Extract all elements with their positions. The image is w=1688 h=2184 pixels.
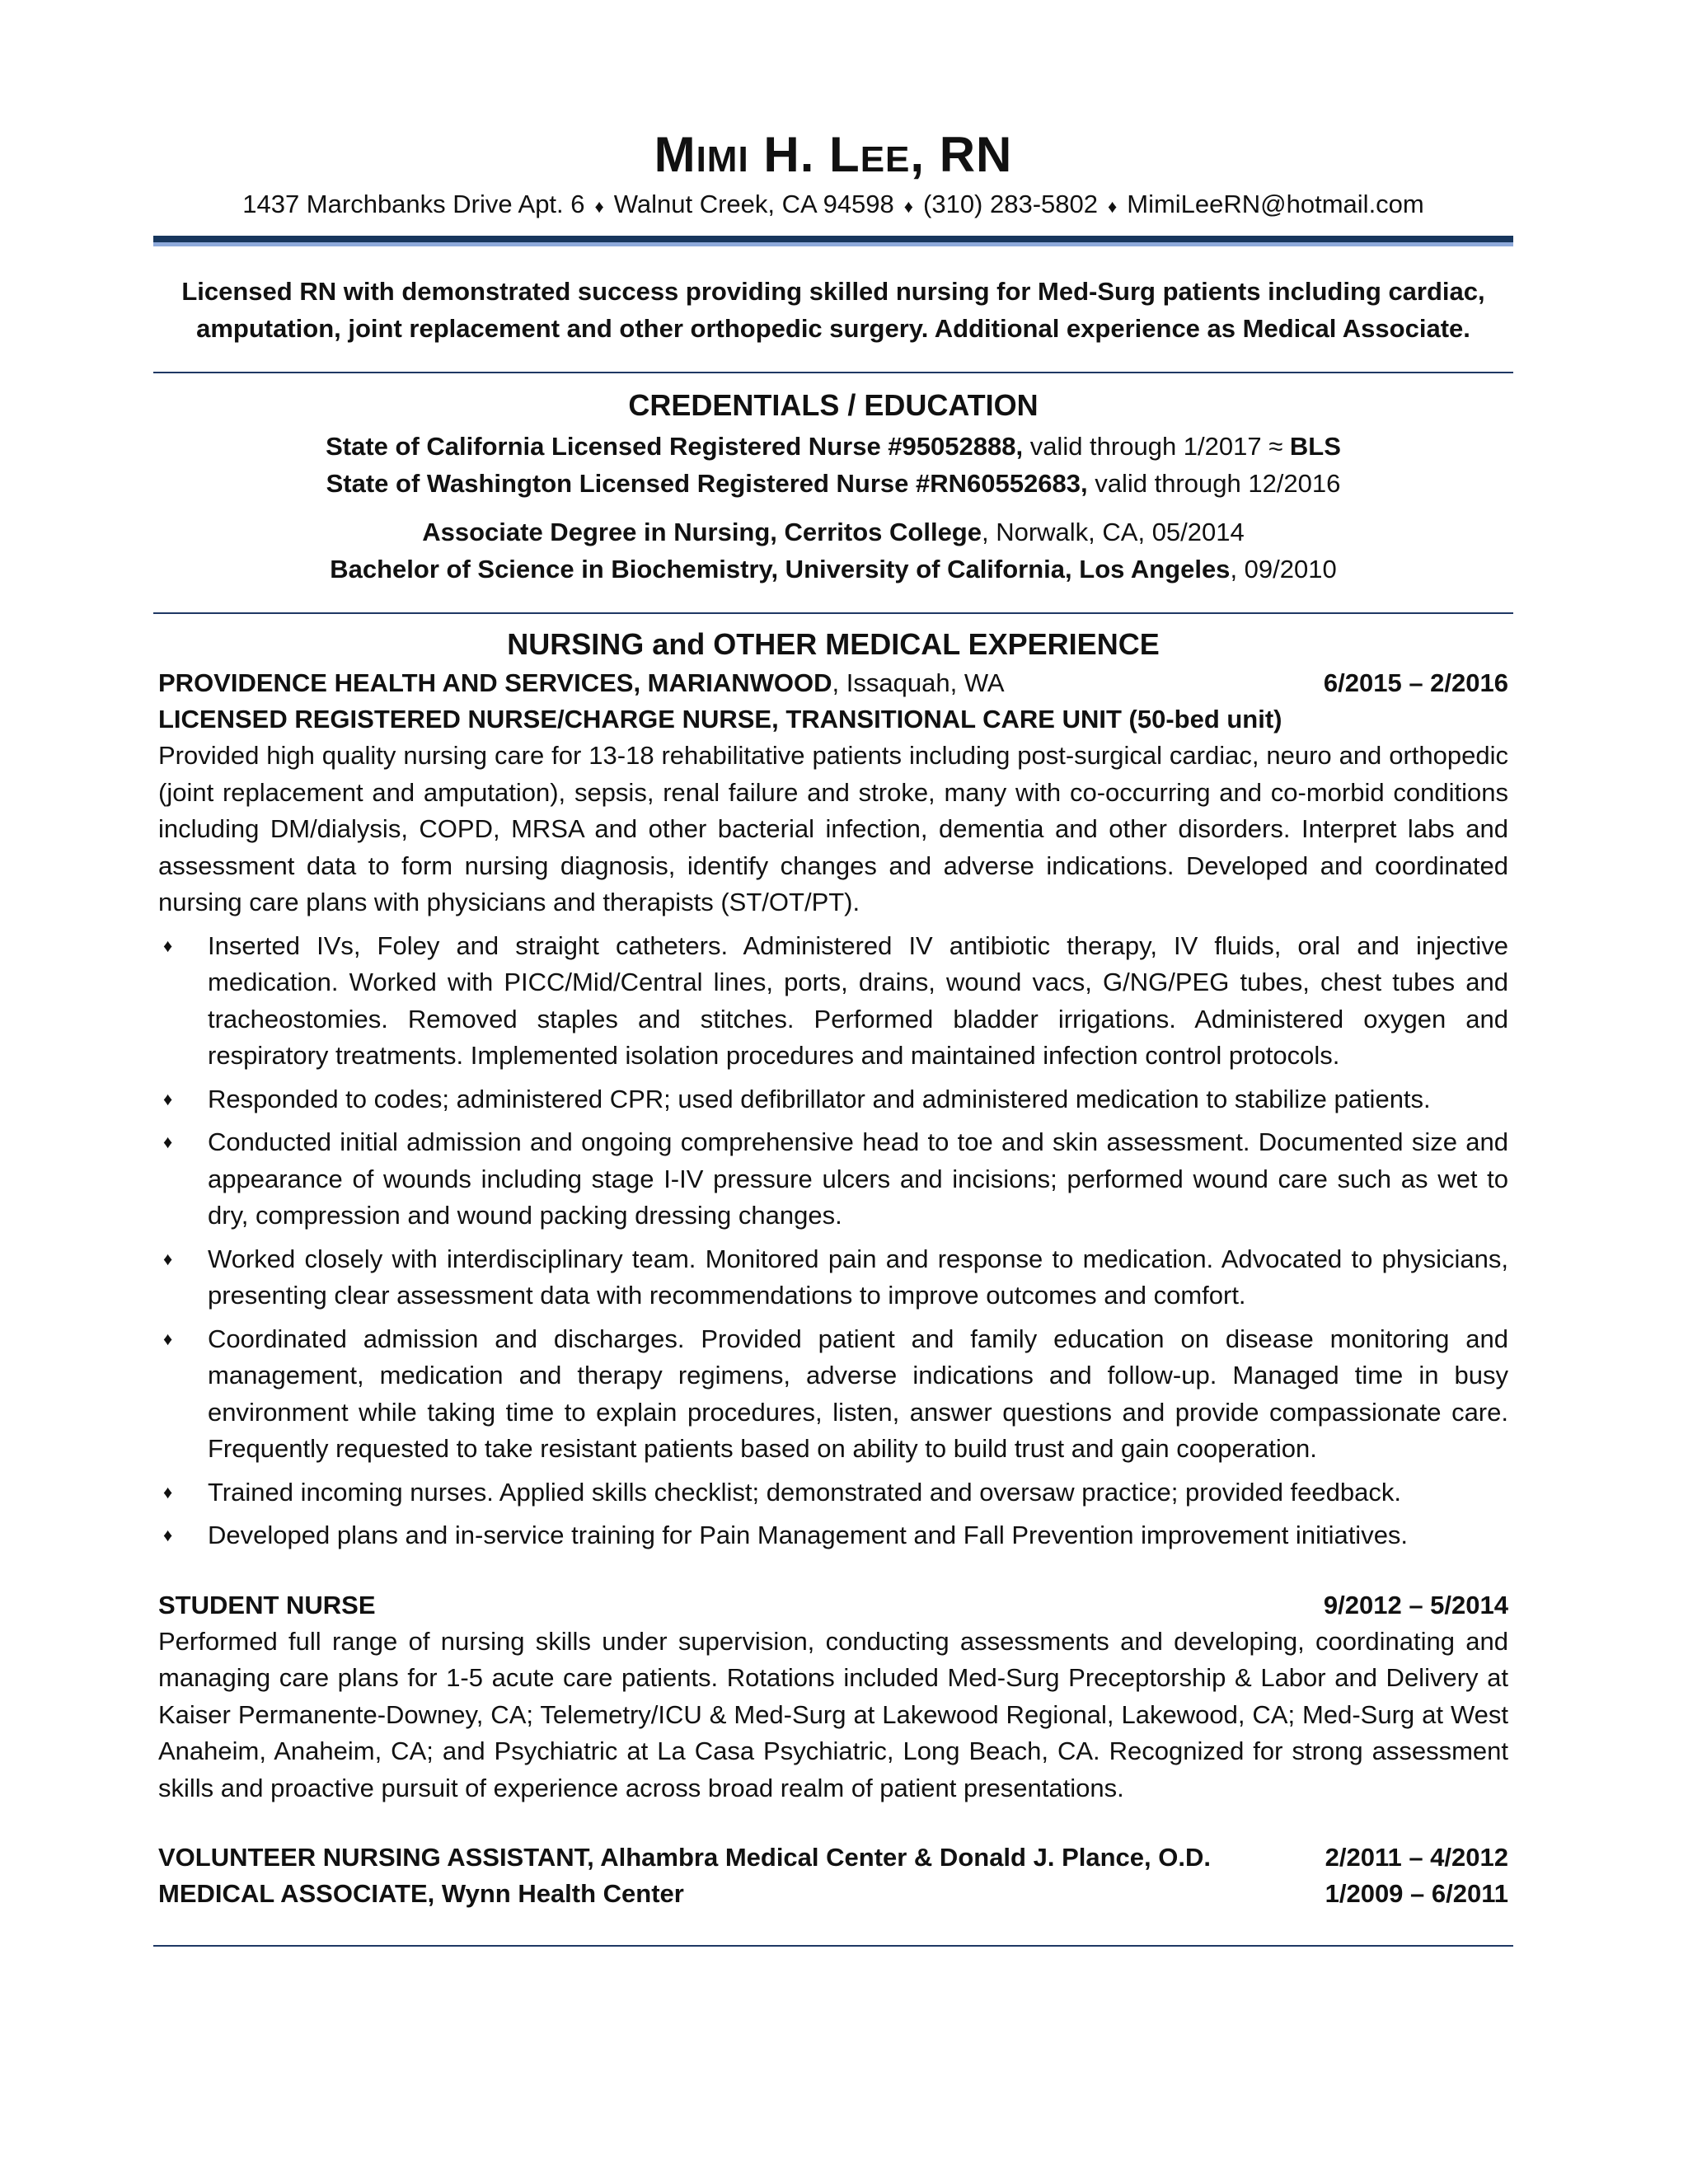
certification: BLS bbox=[1289, 432, 1341, 461]
experience-title: NURSING and OTHER MEDICAL EXPERIENCE bbox=[507, 627, 1160, 661]
list-item bbox=[158, 1517, 1508, 1554]
header-divider bbox=[153, 236, 1513, 246]
job-dates: 6/2015 – 2/2016 bbox=[1323, 668, 1508, 697]
job-title: STUDENT NURSE bbox=[158, 1590, 376, 1619]
credentials-title: CREDENTIALS / EDUCATION bbox=[628, 388, 1039, 422]
name-part: M bbox=[654, 127, 696, 182]
job-title: MEDICAL ASSOCIATE, Wynn Health Center bbox=[158, 1879, 684, 1908]
diamond-separator-icon: ♦ bbox=[1108, 196, 1118, 217]
job-header bbox=[153, 665, 1513, 701]
degree: Associate Degree in Nursing, Cerritos College bbox=[422, 518, 982, 546]
employer: PROVIDENCE HEALTH AND SERVICES, MARIANWOOD bbox=[158, 668, 832, 697]
section-divider bbox=[153, 372, 1513, 373]
summary: Licensed RN with demonstrated success providing skilled nursing for Med-Surg patients including cardiac, amputation, joint replacement and other orthopedic surgery. Additional experience as Medical Associate. bbox=[181, 277, 1485, 343]
list-item bbox=[158, 1124, 1508, 1235]
degree: Bachelor of Science in Biochemistry, University of California, Los Angeles bbox=[330, 555, 1231, 583]
bullet-text: Trained incoming nurses. Applied skills checklist; demonstrated and oversaw practice; provided feedback. bbox=[208, 1477, 1401, 1507]
list-item bbox=[158, 928, 1508, 1075]
job-title: LICENSED REGISTERED NURSE/CHARGE NURSE, TRANSITIONAL CARE UNIT (50-bed unit) bbox=[158, 705, 1282, 733]
city: Walnut Creek, CA 94598 bbox=[613, 190, 894, 218]
employer-location: , Issaquah, WA bbox=[832, 668, 1005, 697]
bullet-text: Worked closely with interdisciplinary team. Monitored pain and response to medication. Advocated to physicians, presenting clear assessment data with recommendations to improve outcomes and comfort. bbox=[208, 1244, 1508, 1310]
job-dates: 2/2011 – 4/2012 bbox=[1325, 1843, 1508, 1872]
name-part: H. L bbox=[748, 127, 860, 182]
license-line bbox=[153, 428, 1513, 465]
phone: (310) 283-5802 bbox=[923, 190, 1099, 218]
job-header bbox=[153, 1587, 1513, 1624]
job-header bbox=[153, 1840, 1513, 1876]
diamond-bullet-icon: ♦ bbox=[163, 1525, 173, 1545]
diamond-separator-icon: ♦ bbox=[903, 196, 914, 217]
resume-page bbox=[153, 124, 1513, 1947]
list-item bbox=[158, 1321, 1508, 1468]
degree-details: , 09/2010 bbox=[1230, 555, 1337, 583]
section-divider bbox=[153, 1945, 1513, 1947]
contact-line bbox=[153, 186, 1513, 223]
list-item bbox=[158, 1081, 1508, 1118]
education-line bbox=[153, 513, 1513, 551]
diamond-bullet-icon: ♦ bbox=[163, 1088, 173, 1109]
job-description: Provided high quality nursing care for 13-18 rehabilitative patients including post-surgical cardiac, neuro and orthopedic (joint replacement and amputation), sepsis, renal failure and stroke, many with co-occurring and co-morbid conditions including DM/dialysis, COPD, MRSA and other bacterial infection, dementia and other disorders. Interpret labs and assessment data to form nursing diagnosis, identify changes and adverse indications. Developed and coordinated nursing care plans with physicians and therapists (ST/OT/PT). bbox=[158, 741, 1508, 916]
diamond-bullet-icon: ♦ bbox=[163, 935, 173, 956]
license-label: State of California Licensed Registered Nurse #95052888, bbox=[326, 432, 1024, 461]
section-divider bbox=[153, 612, 1513, 614]
license-label: State of Washington Licensed Registered Nurse #RN60552683, bbox=[326, 469, 1088, 498]
duties-list bbox=[153, 928, 1513, 1554]
list-item bbox=[158, 1474, 1508, 1511]
diamond-separator-icon: ♦ bbox=[594, 196, 604, 217]
bullet-text: Coordinated admission and discharges. Provided patient and family education on disease monitoring and management, medication and therapy regimens, adverse indications and follow-up. Managed time in busy environment while taking time to explain procedures, listen, answer questions and provide compassionate care. Frequently requested to take resistant patients based on ability to build trust and gain cooperation. bbox=[208, 1324, 1508, 1463]
license-validity: valid through 12/2016 bbox=[1087, 469, 1341, 498]
address: 1437 Marchbanks Drive Apt. 6 bbox=[242, 190, 585, 218]
email-link[interactable]: MimiLeeRN@hotmail.com bbox=[1127, 190, 1424, 218]
bullet-text: Developed plans and in-service training for Pain Management and Fall Prevention improvement initiatives. bbox=[208, 1521, 1409, 1549]
education-line bbox=[153, 551, 1513, 588]
bullet-text: Inserted IVs, Foley and straight catheters. Administered IV antibiotic therapy, IV fluids, oral and injective medication. Worked with PICC/Mid/Central lines, ports, drains, wound vacs, G/NG/PEG tubes, chest tubes and tracheostomies. Removed staples and stitches. Performed bladder irrigations. Administered oxygen and respiratory treatments. Implemented isolation procedures and maintained infection control protocols. bbox=[208, 930, 1508, 1070]
name-part: EE bbox=[860, 139, 911, 180]
list-item bbox=[158, 1241, 1508, 1315]
job-dates: 1/2009 – 6/2011 bbox=[1325, 1879, 1508, 1908]
diamond-bullet-icon: ♦ bbox=[163, 1328, 173, 1349]
license-validity: valid through 1/2017 ≈ bbox=[1023, 432, 1290, 461]
job-dates: 9/2012 – 5/2014 bbox=[1323, 1590, 1508, 1619]
diamond-bullet-icon: ♦ bbox=[163, 1132, 173, 1152]
diamond-bullet-icon: ♦ bbox=[163, 1248, 173, 1269]
job-description: Performed full range of nursing skills under supervision, conducting assessments and developing, coordinating and managing care plans for 1-5 acute care patients. Rotations included Med-Surg Preceptorship & Labor and Delivery at Kaiser Permanente-Downey, CA; Telemetry/ICU & Med-Surg at Lakewood Regional, Lakewood, CA; Med-Surg at West Anaheim, Anaheim, CA; and Psychiatric at La Casa Psychiatric, Long Beach, CA. Recognized for strong assessment skills and proactive pursuit of experience across broad realm of patient presentations. bbox=[158, 1626, 1508, 1802]
candidate-name bbox=[153, 124, 1513, 186]
diamond-bullet-icon: ♦ bbox=[163, 1481, 173, 1502]
license-line bbox=[153, 465, 1513, 502]
bullet-text: Responded to codes; administered CPR; used defibrillator and administered medication to stabilize patients. bbox=[208, 1084, 1431, 1113]
job-title: VOLUNTEER NURSING ASSISTANT, Alhambra Medical Center & Donald J. Plance, O.D. bbox=[158, 1843, 1211, 1872]
job-header bbox=[153, 1876, 1513, 1912]
degree-details: , Norwalk, CA, 05/2014 bbox=[981, 518, 1245, 546]
name-part: , RN bbox=[910, 127, 1013, 182]
name-part: IMI bbox=[696, 139, 749, 180]
bullet-text: Conducted initial admission and ongoing comprehensive head to toe and skin assessment. Documented size and appearance of wounds including stage I-IV pressure ulcers and incisions; performed wound care such as wet to dry, compression and wound packing dressing changes. bbox=[208, 1127, 1508, 1230]
job-role bbox=[153, 701, 1513, 738]
